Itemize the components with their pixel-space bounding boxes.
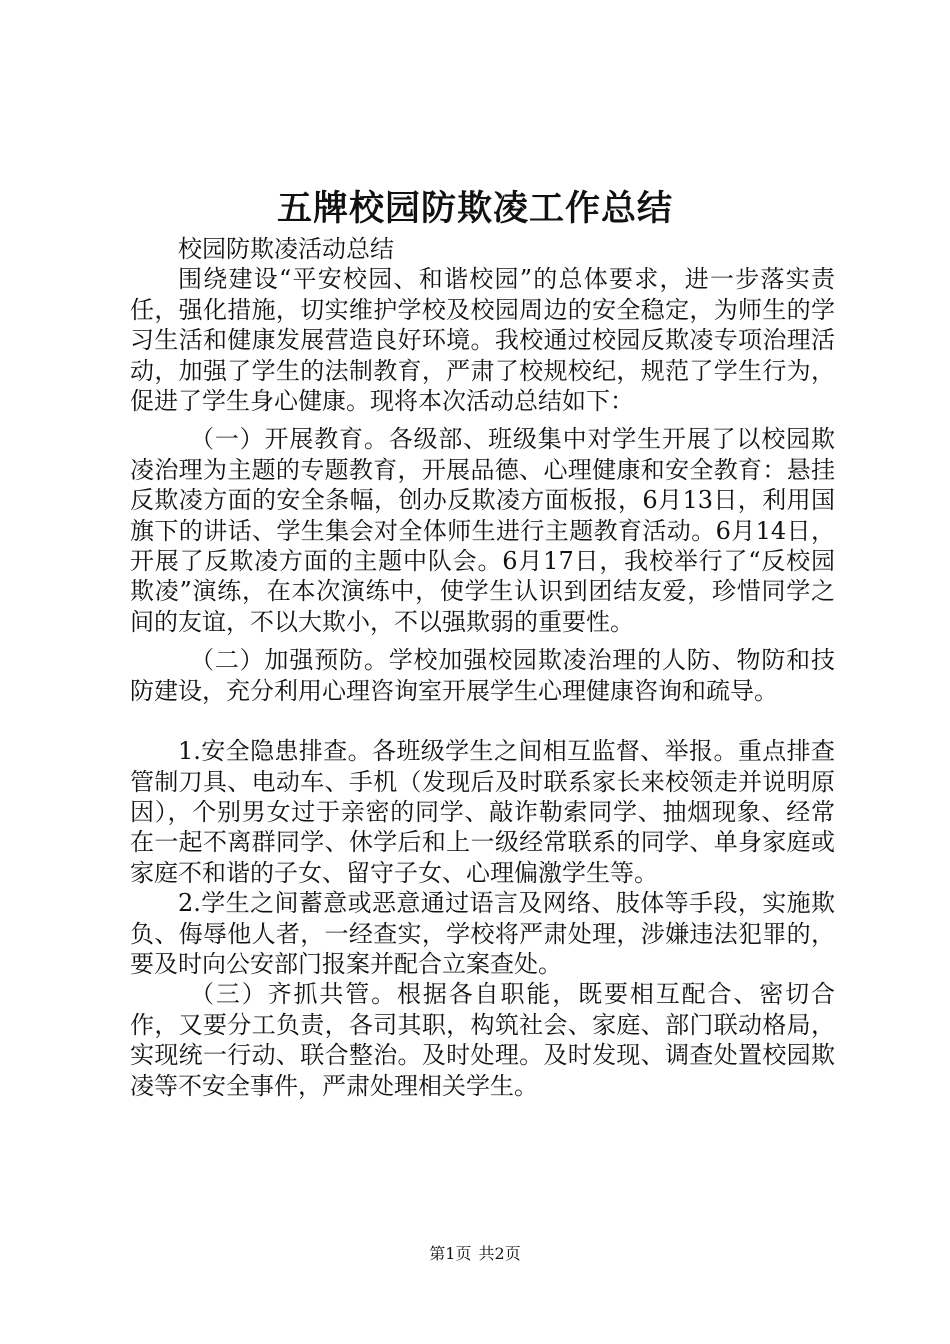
page-total: 共2页 [478,1244,521,1263]
subtitle-paragraph: 校园防欺凌活动总结 [178,235,394,263]
section-education-paragraph: （一）开展教育。各级部、班级集中对学生开展了以校园欺凌治理为主题的专题教育，开展品德、心理健康和安全教育：悬挂反欺凌方面的安全条幅，创办反欺凌方面板报，6月13日，利用国旗下的讲话、学生集会对全体师生进行主题教育活动。6月14日，开展了反欺凌方面的主题中队会。6月17日，我校举行了“反校园欺凌”演练，在本次演练中，使学生认识到团结友爱，珍惜同学之间的友谊，不以大欺小，不以强欺弱的重要性。 [130,425,835,636]
section-prevention-paragraph: （二）加强预防。学校加强校园欺凌治理的人防、物防和技防建设，充分利用心理咨询室开展学生心理健康咨询和疏导。 [130,646,835,705]
item-hazard-check-paragraph: 1.安全隐患排查。各班级学生之间相互监督、举报。重点排查管制刀具、电动车、手机（发现后及时联系家长来校领走并说明原因），个别男女过于亲密的同学、敲诈勒索同学、抽烟现象、经常在一起不离群同学、休学后和上一级经常联系的同学、单身家庭或家庭不和谐的子女、留守子女、心理偏激学生等。 [130,737,835,887]
document-title: 五牌校园防欺凌工作总结 [276,188,673,229]
document-body [130,234,835,1101]
page-footer [0,1244,950,1264]
section-joint-management-paragraph: （三）齐抓共管。根据各自职能，既要相互配合、密切合作，又要分工负责，各司其职，构筑社会、家庭、部门联动格局，实现统一行动、联合整治。及时处理。及时发现、调查处置校园欺凌等不安全事件，严肃处理相关学生。 [130,980,835,1100]
page-number: 第1页 [429,1244,472,1263]
item-bullying-handling-paragraph: 2.学生之间蓄意或恶意通过语言及网络、肢体等手段，实施欺负、侮辱他人者，一经查实，学校将严肃处理，涉嫌违法犯罪的，要及时向公安部门报案并配合立案查处。 [130,889,835,978]
intro-paragraph: 围绕建设“平安校园、和谐校园”的总体要求，进一步落实责任，强化措施，切实维护学校及校园周边的安全稳定，为师生的学习生活和健康发展营造良好环境。我校通过校园反欺凌专项治理活动，加强了学生的法制教育，严肃了校规校纪，规范了学生行为，促进了学生身心健康。现将本次活动总结如下： [130,265,835,416]
